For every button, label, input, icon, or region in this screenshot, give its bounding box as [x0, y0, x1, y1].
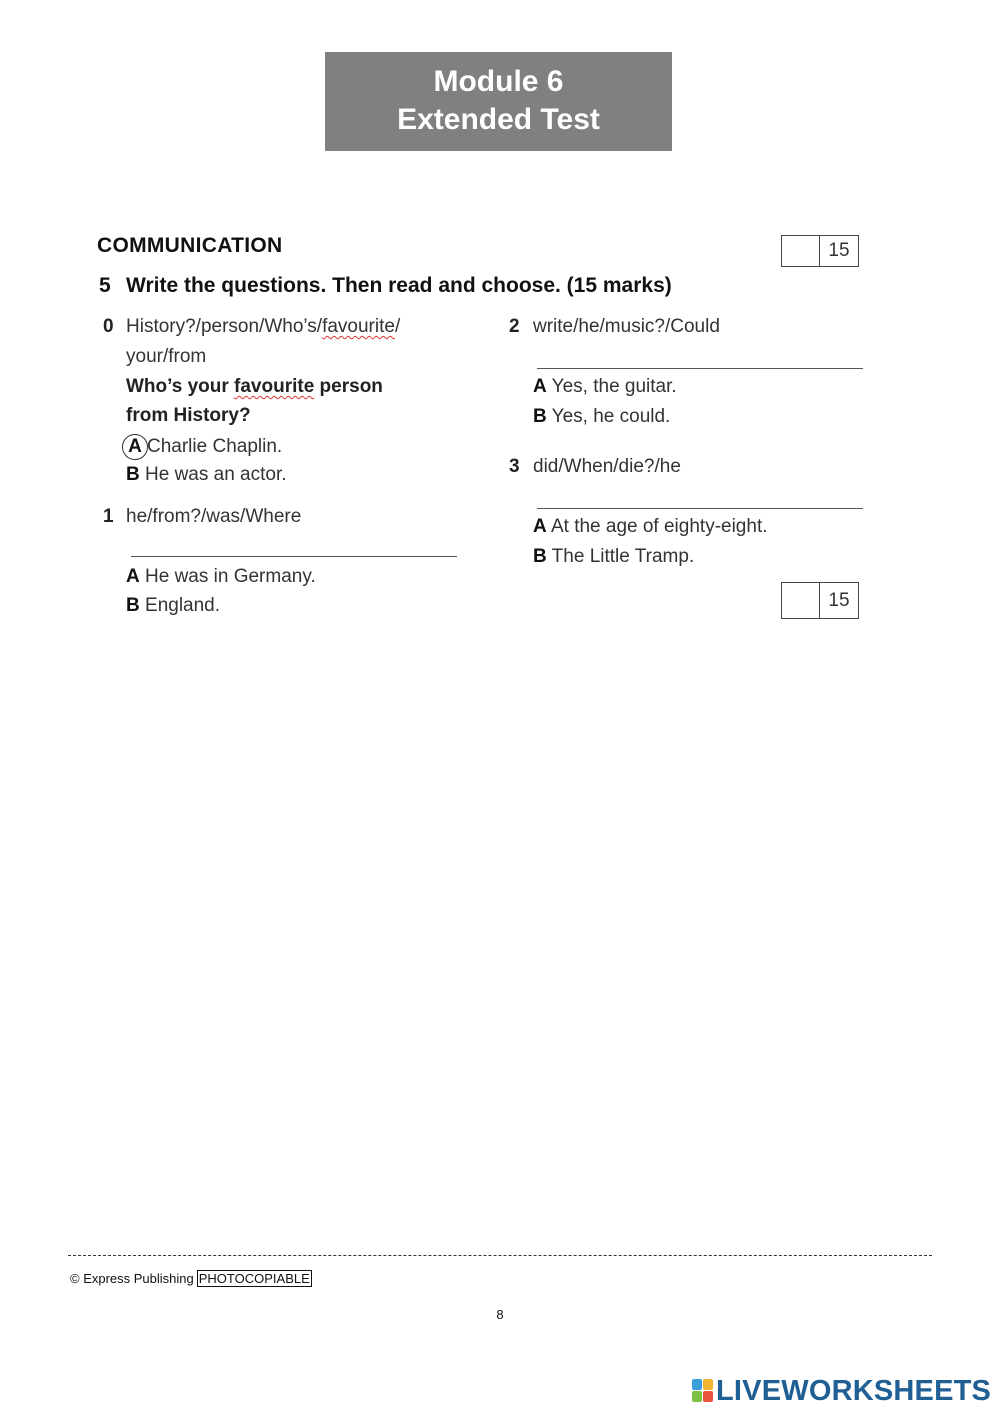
logo-tile [692, 1379, 702, 1390]
logo-tile [703, 1379, 713, 1390]
question-prompt: did/When/die?/he [533, 456, 681, 477]
section-heading: COMMUNICATION [97, 234, 283, 257]
score-blank[interactable] [782, 583, 820, 618]
question-number: 1 [103, 506, 114, 527]
question-number: 3 [509, 456, 520, 477]
example-answer: Who’s your favourite person [126, 376, 383, 397]
page-number: 8 [496, 1307, 504, 1322]
spellcheck-flag: favourite [234, 376, 315, 397]
exercise-number: 5 [99, 274, 111, 297]
exercise-instruction: Write the questions. Then read and choose. (15 marks) [126, 274, 672, 297]
question-prompt: History?/person/Who’s/favourite/ [126, 316, 401, 337]
question-prompt-line2: your/from [126, 346, 207, 367]
option-a[interactable]: A At the age of eighty-eight. [533, 516, 768, 537]
question-number: 2 [509, 316, 520, 337]
option-b[interactable]: B England. [126, 595, 221, 616]
option-a: A Charlie Chaplin. [126, 434, 282, 460]
logo-tiles-icon [692, 1379, 714, 1403]
title-banner [325, 52, 672, 151]
circled-choice: A [122, 434, 148, 460]
option-a[interactable]: A He was in Germany. [126, 566, 316, 587]
option-b[interactable]: B Yes, he could. [533, 406, 671, 427]
score-box-bottom [781, 582, 859, 619]
score-box-top [781, 235, 859, 267]
logo-tile [703, 1391, 713, 1402]
score-total: 15 [828, 240, 850, 261]
spellcheck-flag: favourite [322, 316, 395, 337]
test-title: Extended Test [397, 103, 600, 136]
question-prompt: he/from?/was/Where [126, 506, 302, 527]
logo-text: LIVEWORKSHEETS [716, 1375, 992, 1407]
option-b[interactable]: B The Little Tramp. [533, 546, 695, 567]
example-answer-line2: from History? [126, 405, 251, 426]
option-a[interactable]: A Yes, the guitar. [533, 376, 677, 397]
question-number: 0 [103, 316, 114, 337]
answer-input-line[interactable] [537, 368, 863, 369]
answer-input-line[interactable] [537, 508, 863, 509]
logo-tile [692, 1391, 702, 1402]
question-prompt: write/he/music?/Could [533, 316, 720, 337]
module-title: Module 6 [433, 65, 564, 98]
score-total: 15 [828, 590, 850, 611]
footer-copyright: © Express Publishing PHOTOCOPIABLE [70, 1271, 310, 1286]
footer-divider [68, 1255, 932, 1256]
option-b[interactable]: B He was an actor. [126, 464, 287, 485]
answer-input-line[interactable] [131, 556, 457, 557]
photocopiable-badge: PHOTOCOPIABLE [198, 1271, 310, 1286]
score-blank[interactable] [782, 236, 820, 266]
